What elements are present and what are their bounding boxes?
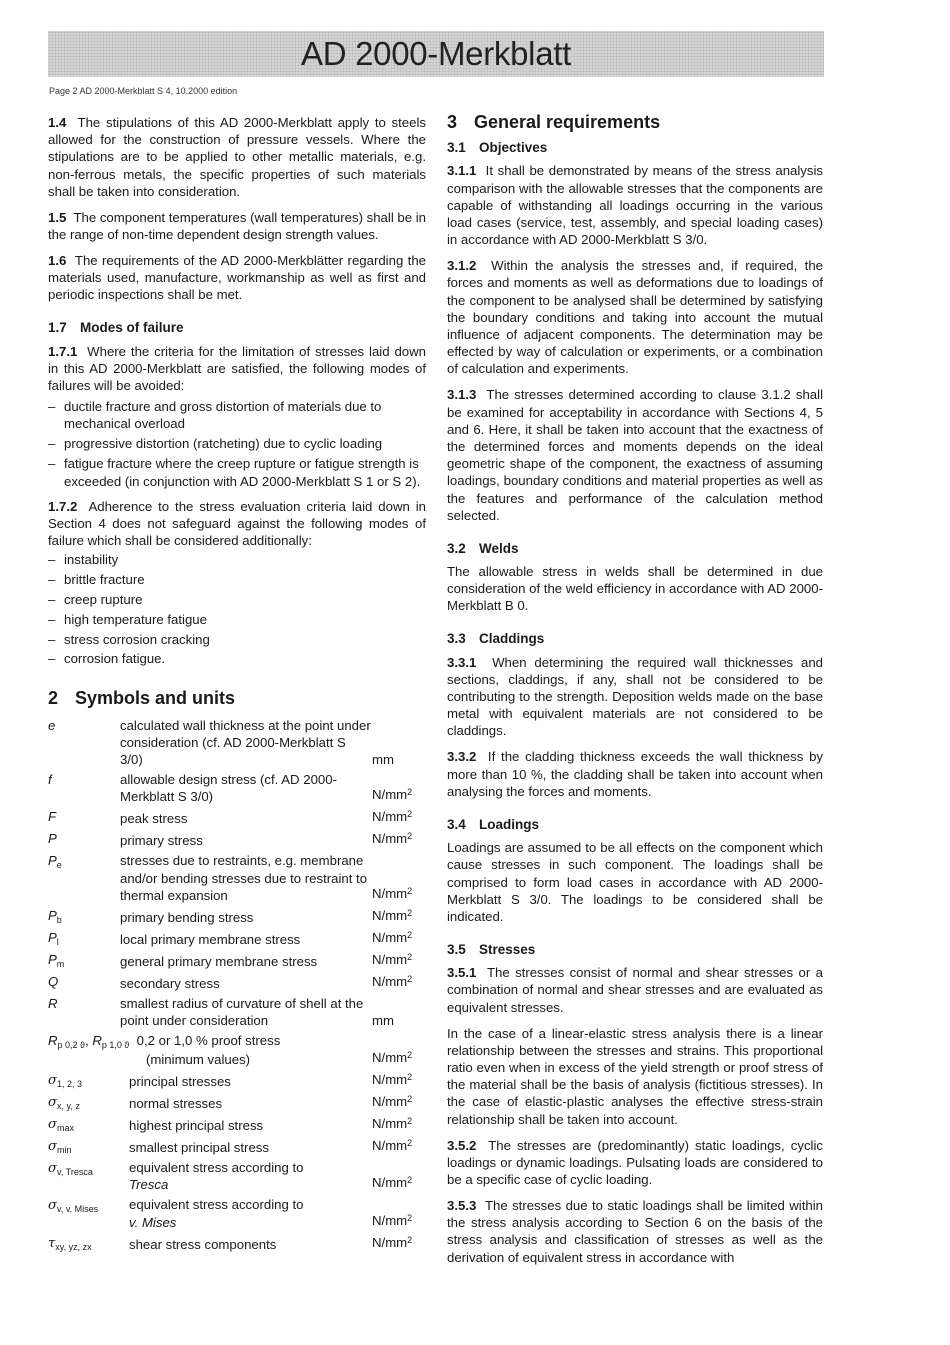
symbol-row: F peak stress $N/mm^2$ xyxy=(48,809,413,827)
heading-3-4: 3.4 Loadings xyxy=(447,816,539,832)
symbol-row: $P_m$ general primary membrane stress $N/mm^2$ xyxy=(48,951,413,969)
list-item: – corrosion fatigue. xyxy=(48,650,426,667)
failure-modes-list xyxy=(48,398,426,490)
paragraph-1-7-1: 1.7.1 Where the criteria for the limitation of stresses laid down in this AD 2000-Merkblatt are satisfied, the following modes of failures will be avoided: xyxy=(48,343,426,394)
additional-failure-list xyxy=(48,551,426,667)
list-item: – ductile fracture and gross distortion of materials due to mechanical overload xyxy=(48,398,426,432)
list-item: – instability xyxy=(48,551,426,568)
paragraph-3-5-2: 3.5.2 The stresses are (predominantly) static loadings, cyclic loadings or dynamic loadings. Pulsating loads are considered to be a specific case of cyclic loading. xyxy=(447,1137,823,1187)
heading-3: 3 General requirements xyxy=(447,112,661,132)
symbol-row: e calculated wall thickness at the point under consideration (cf. AD 2000-Merkblatt S 3/0) mm xyxy=(48,717,394,768)
page-reference: Page 2 AD 2000-Merkblatt S 4, 10.2000 edition xyxy=(49,86,238,96)
symbol-row: $\sigma_{min}$ smallest principal stress $N/mm^2$ xyxy=(48,1138,413,1156)
symbol-row: $P_e$ stresses due to restraints, e.g. membrane and/or bending stresses due to restraint to thermal expansion $N/mm^2$ xyxy=(48,853,413,903)
paragraph-3-5-1: 3.5.1 The stresses consist of normal and shear stresses or a combination of normal and shear stresses and are evaluated as equivalent stresses. xyxy=(447,965,823,1015)
list-item: – high temperature fatigue xyxy=(48,611,426,628)
heading-1-7: 1.7 Modes of failure xyxy=(48,320,184,336)
symbol-row: Q secondary stress $N/mm^2$ xyxy=(48,973,413,991)
symbol-row: $\sigma_{v, v. Mises}$ equivalent stress according to v. Mises $N/mm^2$ xyxy=(48,1197,413,1230)
symbols-table xyxy=(48,717,426,1253)
right-column xyxy=(447,114,823,1275)
symbol-row: f allowable design stress (cf. AD 2000-Merkblatt S 3/0) $N/mm^2$ xyxy=(48,772,413,805)
heading-3-1: 3.1 Objectives xyxy=(447,140,548,156)
list-item: – progressive distortion (ratcheting) due to cyclic loading xyxy=(48,435,426,452)
heading-2: 2 Symbols and units xyxy=(48,687,236,708)
paragraph-3-2: The allowable stress in welds shall be determined in due consideration of the weld efficiency in accordance with AD 2000-Merkblatt B 0. xyxy=(447,564,823,614)
symbol-row: $\sigma_{max}$ highest principal stress $N/mm^2$ xyxy=(48,1116,413,1134)
paragraph-3-3-1: 3.3.1 When determining the required wall thicknesses and sections, claddings, if any, shall not be considered to be contributing to the strength. Deposition welds made on the base metal with equivalent materials are not considered to be claddings. xyxy=(447,654,823,739)
symbol-row: $P_l$ local primary membrane stress $N/mm^2$ xyxy=(48,929,413,947)
list-item: – creep rupture xyxy=(48,591,426,608)
paragraph-3-5-3: 3.5.3 The stresses due to static loadings shall be limited within the stress analysis according to Section 6 on the basis of the stress analysis and classification of stresses as well as the derivation of equivalent stress in accordance with xyxy=(447,1197,823,1265)
symbol-row: P primary stress $N/mm^2$ xyxy=(48,831,413,849)
symbol-row-proof-stress: $R_{p 0,2 ϑ}$, $R_{p 1,0 ϑ}$ 0,2 or 1,0 % proof stress (minimum values) $N/mm^2$ xyxy=(48,1033,413,1068)
symbol-row: $\sigma_{v, Tresca}$ equivalent stress according to Tresca $N/mm^2$ xyxy=(48,1160,413,1193)
list-item: – fatigue fracture where the creep rupture or fatigue strength is exceeded (in conjunction with AD 2000-Merkblatt S 1 or S 2). xyxy=(48,455,426,489)
paragraph-3-5-1b: In the case of a linear-elastic stress analysis there is a linear relationship between the stresses and strains. This proportional ratio even when in excess of the yield strength or proof stress of the material shall be the basis of analysis (fictitious stresses). In the case of elastic-plastic analyses the effective stress-strain relationship shall be taken into account. xyxy=(447,1025,823,1127)
symbol-row: $\tau_{xy, yz, zx}$ shear stress components $N/mm^2$ xyxy=(48,1234,413,1252)
symbol-row: R smallest radius of curvature of shell at the point under consideration mm xyxy=(48,995,394,1029)
paragraph-3-1-1: 3.1.1 It shall be demonstrated by means of the stress analysis comparison with the allowable stresses that the components are capable of withstanding all loadings occurring in the various load cases (service, test, assembly, and special loading cases) in accordance with AD 2000-Merkblatt S 3/0. xyxy=(447,163,824,248)
list-item: – stress corrosion cracking xyxy=(48,631,426,648)
paragraph-1-7-2: 1.7.2 Adherence to the stress evaluation criteria laid down in Section 4 does not safeguard against the following modes of failure which shall be considered additionally: xyxy=(48,498,426,549)
paragraph-3-1-2: 3.1.2 Within the analysis the stresses and, if required, the forces and moments as well as deformations due to loadings of the component to be analysed shall be determined by satisfying the boundary conditions and taking into account the mutual influence of adjacent components. The determination may be effected by way of calculation or experiments, or a combination of calculation and experiments. xyxy=(447,258,824,377)
paragraph-3-1-3: 3.1.3 The stresses determined according to clause 3.1.2 shall be examined for acceptability in accordance with Sections 4, 5 and 6. Here, it shall be taken into account that the exactness of the determined forces and moments depends on the ideal geometric shape of the component, the exactness of assuming loadings, boundary conditions and material properties as well as the features and performance of the calculation method selected. xyxy=(447,387,823,523)
paragraph-1-4: 1.4 The stipulations of this AD 2000-Merkblatt apply to steels allowed for the construction of pressure vessels. Where the stipulations are to be applied to other metallic materials, e.g. non-ferrous metals, the specific properties of such materials shall be taken into consideration. xyxy=(48,115,427,199)
heading-3-2: 3.2 Welds xyxy=(447,540,519,556)
document-title: AD 2000-Merkblatt xyxy=(300,35,572,72)
left-column xyxy=(48,114,426,1256)
symbol-row: $\sigma_{x, y, z}$ normal stresses $N/mm^2$ xyxy=(48,1094,413,1112)
paragraph-3-4: Loadings are assumed to be all effects on the component which cause stresses in such component. The loadings shall be comprised to form load cases in accordance with AD 2000-Merkblatt S 3/0. The loadings to be considered shall be indicated. xyxy=(447,840,823,924)
heading-3-3: 3.3 Claddings xyxy=(447,631,545,647)
header-banner xyxy=(48,31,824,77)
symbol-row: $\sigma_{1, 2, 3}$ principal stresses $N/mm^2$ xyxy=(48,1072,413,1090)
paragraph-1-6: 1.6 The requirements of the AD 2000-Merkblätter regarding the materials used, manufacture, workmanship as well as first and periodic inspections shall be met. xyxy=(48,253,427,303)
heading-3-5: 3.5 Stresses xyxy=(447,941,536,957)
symbol-row: $P_b$ primary bending stress $N/mm^2$ xyxy=(48,907,413,925)
paragraph-1-5: 1.5 The component temperatures (wall temperatures) shall be in the range of non-time dependent design strength values. xyxy=(48,209,427,243)
paragraph-3-3-2: 3.3.2 If the cladding thickness exceeds the wall thickness by more than 10 %, the cladding shall be taken into account when analysing the forces and moments. xyxy=(447,749,824,799)
list-item: – brittle fracture xyxy=(48,571,426,588)
